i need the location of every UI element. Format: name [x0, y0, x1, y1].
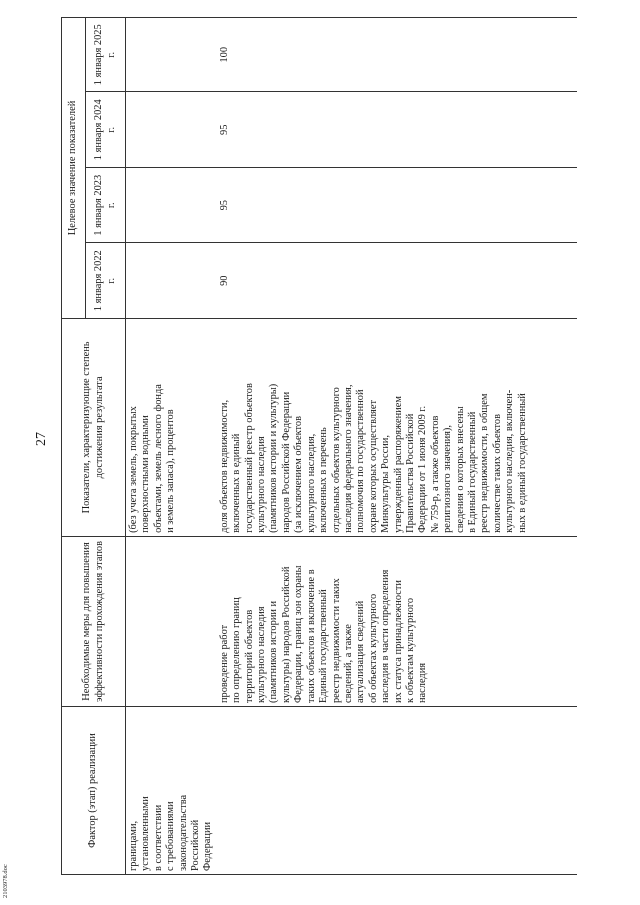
header-year-2022: 1 января 2022 г. [86, 243, 126, 318]
indicator-cell: (без учета земель, покрытых поверхностными водными объектами, земель лесного фонда и земель запаса), процентов [126, 318, 217, 536]
document-code: 2103978.doc [2, 864, 9, 898]
value-2025 [126, 18, 217, 93]
measures-cell [126, 536, 217, 706]
table-row [126, 18, 217, 875]
indicator-cell: доля объектов недвижимости, включенных в единый государственный реестр объектов культурного наследия (памятников истории и культуры) народов Российской Федерации (за исключением объектов культурного наследия, включенных в перечень отдельных объектов культурного наследия федерального значения, полномочия по государственной охране которых осуществляет Минкультуры России, утвержденный распоряжением Правительства Российской Федерации от 1 июня 2009 г. № 759-р, а также объектов религиозного значения), сведения о которых внесены в Единый государственный реестр недвижимости, в общем количестве таких объектов культурного наследия, включен- ных в единый государственный [217, 318, 577, 536]
table-row [217, 18, 577, 875]
header-year-2024: 1 января 2024 г. [86, 92, 126, 167]
header-year-2023: 1 января 2023 г. [86, 167, 126, 242]
value-2022 [126, 243, 217, 318]
header-measures: Необходимые меры для повышения эффективности прохождения этапов [62, 536, 126, 706]
header-factor: Фактор (этап) реализации [62, 707, 126, 875]
value-2023: 95 [217, 167, 577, 242]
value-2023 [126, 167, 217, 242]
header-indicators: Показатели, характеризующие степень достижения результата [62, 318, 126, 536]
rotated-table-page [61, 17, 573, 875]
indicators-table [61, 17, 577, 875]
measures-cell: проведение работ по определению границ территорий объектов культурного наследия (памятников истории и культуры) народов Российской Федерации, границ зон охраны таких объектов и включение в Единый государственный реестр недвижимости таких сведений, а также актуализация сведений об объектах культурного наследия в части определения их статуса принадлежности к объектам культурного наследия [217, 536, 577, 706]
header-target-values: Целевое значение показателей [62, 18, 86, 319]
value-2022: 90 [217, 243, 577, 318]
value-2024: 95 [217, 92, 577, 167]
factor-cell: границами, установленными в соответствии с требованиями законодательства Российской Федерации [126, 707, 217, 875]
page-number: 27 [34, 432, 49, 446]
value-2025: 100 [217, 18, 577, 93]
value-2024 [126, 92, 217, 167]
factor-cell [217, 707, 577, 875]
header-year-2025: 1 января 2025 г. [86, 18, 126, 93]
